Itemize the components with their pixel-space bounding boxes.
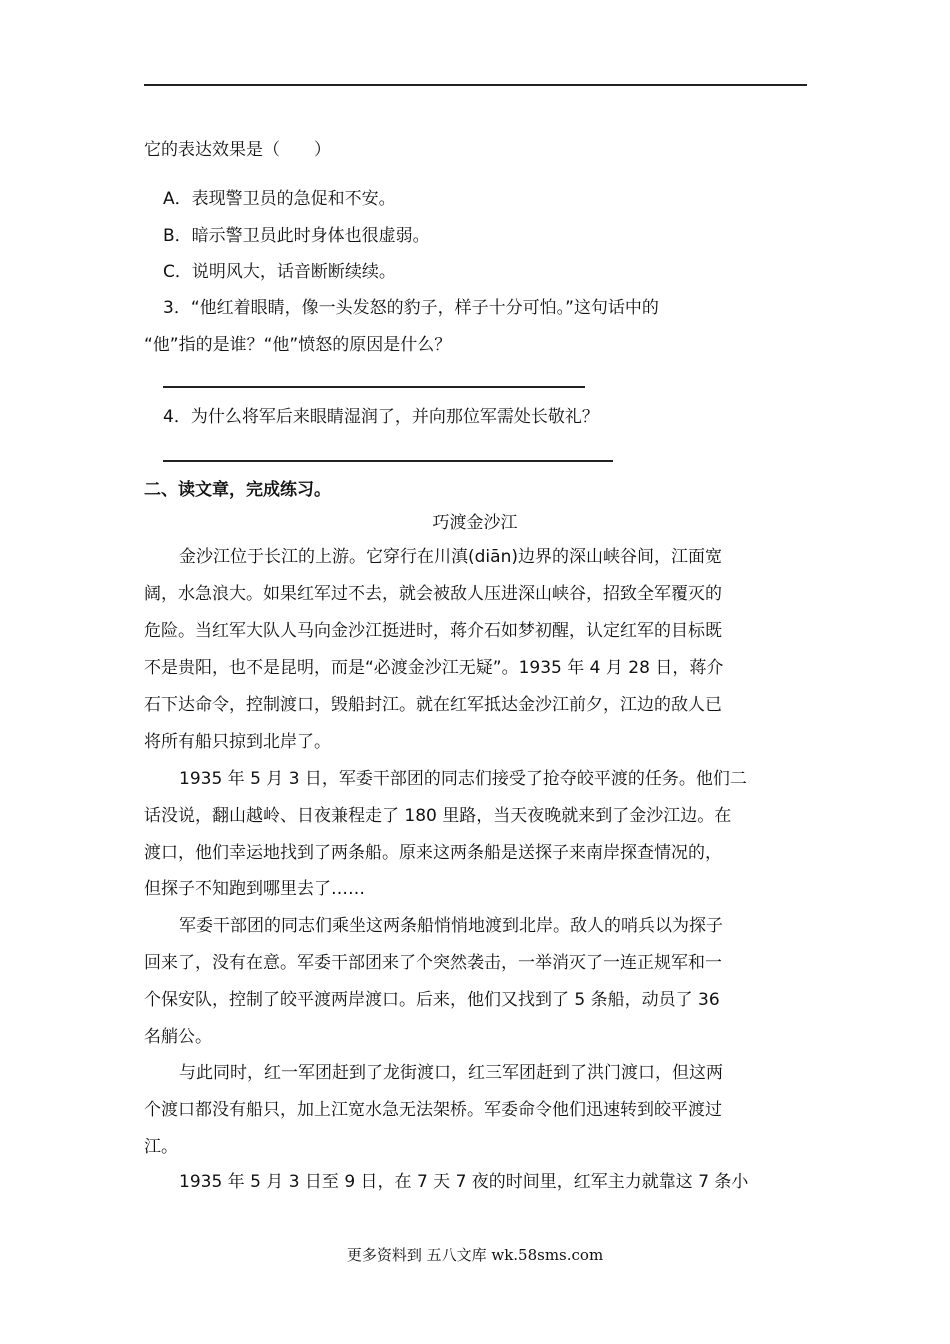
option-b: B．暗示警卫员此时身体也很虚弱。: [163, 226, 430, 246]
article-line: 阔，水急浪大。如果红军过不去，就会被敌人压进深山峡谷，招致全军覆灭的: [144, 584, 722, 604]
article-line: 个保安队，控制了皎平渡两岸渡口。后来，他们又找到了 5 条船，动员了 36: [144, 990, 720, 1010]
article-title: 巧渡金沙江: [432, 513, 518, 533]
article-line: 江。: [144, 1137, 178, 1157]
top-answer-line: [144, 84, 807, 86]
article-line: 军委干部团的同志们乘坐这两条船悄悄地渡到北岸。敌人的哨兵以为探子: [179, 916, 723, 936]
article-line: 话没说，翻山越岭、日夜兼程走了 180 里路，当天夜晚就来到了金沙江边。在: [144, 806, 732, 826]
question-4: 4．为什么将军后来眼睛湿润了，并向那位军需处长敬礼？: [163, 407, 599, 427]
article-line: 石下达命令，控制渡口，毁船封江。就在红军抵达金沙江前夕，江边的敌人已: [144, 695, 722, 715]
article-line: 金沙江位于长江的上游。它穿行在川滇(diān)边界的深山峡谷间，江面宽: [179, 547, 722, 567]
article-line: 个渡口都没有船只，加上江宽水急无法架桥。军委命令他们迅速转到皎平渡过: [144, 1100, 722, 1120]
question-3-line-1: 3．“他红着眼睛，像一头发怒的豹子，样子十分可怕。”这句话中的: [163, 298, 659, 318]
article-line: 但探子不知跑到哪里去了……: [144, 879, 365, 899]
article-line: 与此同时，红一军团赶到了龙街渡口，红三军团赶到了洪门渡口，但这两: [179, 1063, 723, 1083]
option-c: C．说明风大，话音断断续续。: [163, 262, 396, 282]
question-2-stem: 它的表达效果是（ ）: [144, 140, 331, 160]
article-line: 危险。当红军大队人马向金沙江挺进时，蒋介石如梦初醒，认定红军的目标既: [144, 621, 722, 641]
answer-line-q4: [163, 460, 613, 462]
article-line: 不是贵阳，也不是昆明，而是“必渡金沙江无疑”。1935 年 4 月 28 日，蒋介: [144, 658, 724, 678]
article-line: 渡口，他们幸运地找到了两条船。原来这两条船是送探子来南岸探查情况的，: [144, 843, 722, 863]
question-3-line-2: “他”指的是谁？“他”愤怒的原因是什么？: [144, 335, 452, 355]
section-2-heading: 二、读文章，完成练习。: [144, 480, 331, 500]
article-line: 回来了，没有在意。军委干部团来了个突然袭击，一举消灭了一连正规军和一: [144, 953, 722, 973]
option-a: A．表现警卫员的急促和不安。: [163, 189, 396, 209]
article-line: 1935 年 5 月 3 日，军委干部团的同志们接受了抢夺皎平渡的任务。他们二: [179, 769, 747, 789]
article-line: 1935 年 5 月 3 日至 9 日，在 7 天 7 夜的时间里，红军主力就靠这 7 条小: [179, 1172, 749, 1192]
answer-line-q3: [163, 386, 585, 388]
article-line: 名艄公。: [144, 1027, 212, 1047]
footer-watermark: 更多资料到 五八文库 wk.58sms.com: [346, 1246, 604, 1264]
article-line: 将所有船只掠到北岸了。: [144, 732, 331, 752]
